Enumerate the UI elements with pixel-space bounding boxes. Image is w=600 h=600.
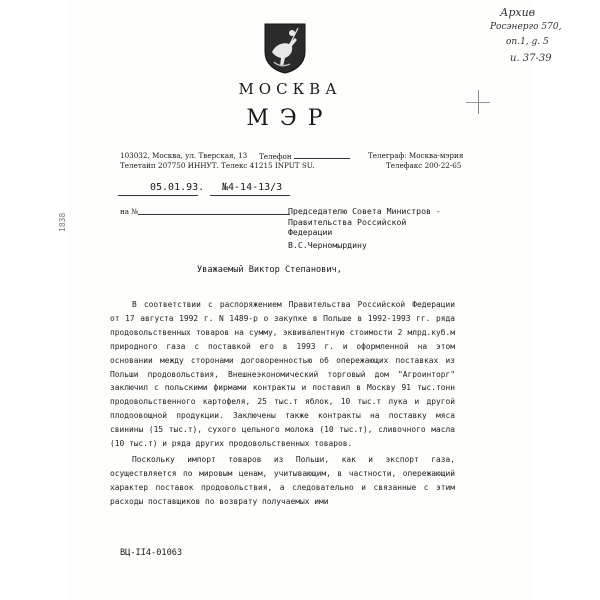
date-underline bbox=[118, 195, 198, 196]
addressee-name: В.С.Черномырдину bbox=[288, 240, 367, 250]
archive-note-line3: on.1, g. 5 bbox=[506, 37, 549, 47]
number-underline bbox=[210, 195, 290, 196]
addressee-title: Председателю Совета Министров - Правительства Российской Федерации bbox=[288, 206, 441, 237]
salutation: Уважаемый Виктор Степанович, bbox=[197, 265, 342, 275]
archive-note-line2: Росэнерго 570, bbox=[490, 22, 562, 32]
reference-underline bbox=[138, 214, 290, 215]
document-date: 05.01.93. bbox=[150, 182, 205, 193]
contact-phone-blank bbox=[294, 151, 350, 159]
contact-phone bbox=[259, 151, 350, 161]
reference-label: на № bbox=[120, 207, 139, 216]
contact-telegraph: Телеграф: Москва-мэрия bbox=[368, 151, 464, 160]
pen-mark bbox=[466, 102, 490, 103]
body-paragraph: В соответствии с распоряжением Правительства Российской Федерации от 17 августа 1992 г. N 1489-р о закупке в Польше в 1992-1993 гг. ряда продовольственных товаров на сумму, эквивалентную стоимости 2 млрд.куб.м природного газа с поставкой его в 1993 г. и оформленной на этом основании между сторонами договоренностью об опережающих поставках из Польши продовольствия, Внешнеэкономический торговый дом "Агроинторг" заключил с польскими фирмами контракты и поставил в Москву 91 тыс.тонн продовольственного картофеля, 25 тыс.т яблок, 10 тыс.т лука и другой плодоовощной продукции. Заключены также контракты на поставку мяса свинины (15 тыс.т), сухого цельного молока (10 тыс.т), сливочного масла (10 тыс.т) и ряда других продовольственных товаров. bbox=[110, 300, 455, 449]
side-stamp: 1838 bbox=[58, 212, 67, 232]
footer-code: ВЦ-II4-01063 bbox=[120, 548, 183, 558]
archive-note-line1: Архив bbox=[500, 6, 536, 19]
letterhead-city: МОСКВА bbox=[238, 80, 342, 98]
contact-address: 103032, Москва, ул. Тверская, 13 bbox=[120, 151, 248, 160]
contact-phone-label: Телефон bbox=[259, 152, 292, 161]
contact-fax: Телефакс 200-22-65 bbox=[386, 161, 462, 170]
document-number: №4-14-13/3 bbox=[222, 182, 283, 193]
body-paragraph: Поскольку импорт товаров из Польши, как и экспорт газа, осуществляется по мировым ценам, учитывающим, в частности, опережающий характер поставок продовольствия, а следовательно и связанные с этим расходы поставщиков по возврату получаемых ими bbox=[110, 454, 455, 506]
contact-teletype: Телетайп 207750 ИННУТ. Телекс 41215 INPUT SU. bbox=[120, 161, 315, 170]
archive-note-line4: u. 37-39 bbox=[510, 53, 552, 64]
letterhead-title: МЭР bbox=[246, 106, 334, 131]
letter-body bbox=[110, 298, 455, 509]
moscow-coat-of-arms-icon bbox=[262, 22, 308, 74]
